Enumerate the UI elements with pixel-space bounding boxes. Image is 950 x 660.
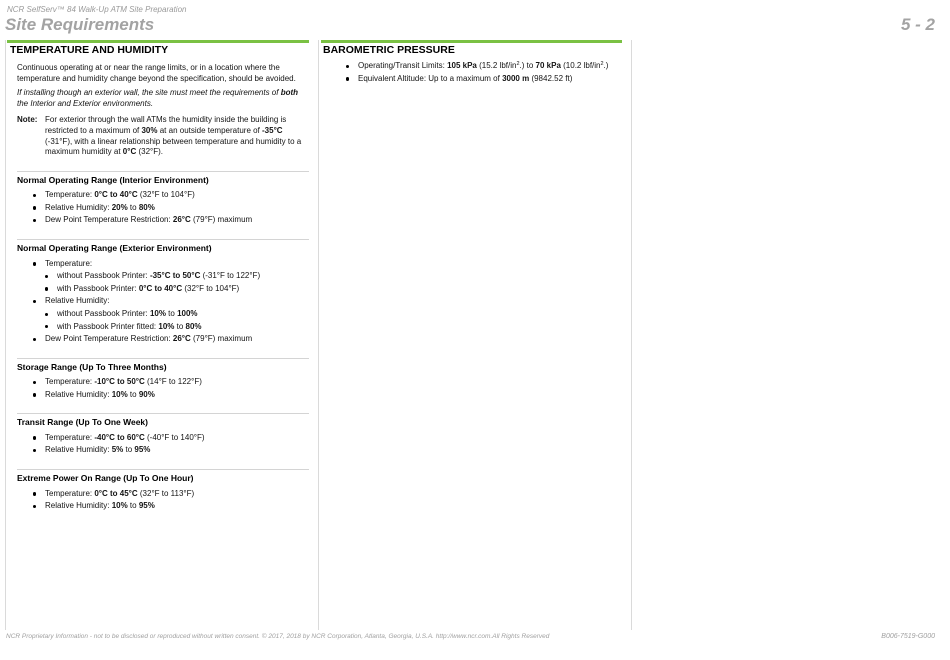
- list-item: [29, 271, 309, 282]
- page-title: Site Requirements: [5, 15, 155, 34]
- text-run: For exterior through the wall ATMs the humidity inside the building is restricted to a maximum of: [45, 115, 287, 135]
- range-title: Normal Operating Range (Interior Environment): [17, 174, 209, 185]
- emphasis-text: both: [280, 88, 299, 98]
- text-run: (9842.52 ft): [529, 73, 573, 83]
- range-title: Normal Operating Range (Exterior Environment): [17, 243, 212, 254]
- range-title: Storage Range (Up To Three Months): [17, 361, 167, 372]
- emphasis-text: 80%: [138, 202, 155, 212]
- sub-list: [29, 271, 309, 294]
- text-run: with Passbook Printer:: [57, 283, 139, 293]
- section-heading: BAROMETRIC PRESSURE: [323, 44, 455, 56]
- bullet-icon: [346, 65, 349, 68]
- list-item: [17, 501, 309, 512]
- text-run: to: [127, 202, 139, 212]
- list-item: [17, 296, 309, 332]
- text-run: Temperature:: [45, 377, 95, 387]
- emphasis-text: 0°C to 40°C: [94, 190, 138, 200]
- range-exterior: [17, 239, 309, 345]
- text-run: (32°F).: [136, 147, 163, 157]
- list-item-text: [45, 489, 194, 498]
- note-label: Note:: [17, 115, 38, 125]
- range-list: [17, 489, 309, 512]
- range-storage: [17, 358, 309, 401]
- list-item: [17, 433, 309, 444]
- emphasis-text: 90%: [138, 389, 155, 399]
- text-run: Relative Humidity:: [45, 501, 112, 511]
- list-item: [17, 190, 309, 201]
- range-list: [17, 259, 309, 345]
- text-run: (14°F to 122°F): [144, 377, 202, 387]
- range-list: [17, 433, 309, 456]
- emphasis-text: 95%: [134, 445, 151, 455]
- emphasis-text: 0°C to 45°C: [94, 488, 138, 498]
- sub-list: [29, 309, 309, 332]
- accent-bar: [321, 40, 622, 43]
- text-run: (-31°F to 122°F): [200, 271, 261, 281]
- page-number: 5 - 2: [900, 15, 935, 34]
- section-body: [323, 61, 622, 84]
- list-item-text: [57, 322, 202, 331]
- list-item-text: [57, 309, 198, 318]
- bullet-icon: [346, 77, 349, 80]
- column-rule-left: [5, 40, 6, 630]
- list-item-text: [358, 74, 572, 83]
- list-item: [17, 215, 309, 226]
- range-list: [17, 190, 309, 226]
- bullet-icon: [33, 449, 36, 452]
- text-run: .): [603, 61, 609, 70]
- text-run: .) to: [519, 61, 536, 70]
- list-item: [17, 377, 309, 388]
- emphasis-text: -10°C to 50°C: [94, 377, 145, 387]
- bullet-icon: [33, 262, 36, 265]
- list-item: [17, 334, 309, 345]
- list-item: [330, 61, 622, 72]
- bullet-icon: [45, 287, 48, 290]
- list-item-text: [45, 433, 205, 442]
- list-item: [17, 445, 309, 456]
- text-run: to: [127, 501, 139, 511]
- text-run: with Passbook Printer fitted:: [57, 321, 159, 331]
- emphasis-text: -35°C to 50°C: [149, 271, 201, 281]
- emphasis-text: 70 kPa: [535, 61, 561, 70]
- text-run: to: [127, 389, 139, 399]
- range-list: [17, 377, 309, 400]
- text-run: Temperature:: [45, 432, 95, 442]
- list-item-text: [57, 284, 239, 293]
- emphasis-text: 0°C: [122, 147, 137, 157]
- list-item: [29, 284, 309, 295]
- text-run: Temperature:: [45, 258, 93, 268]
- pressure-list: [330, 61, 622, 84]
- list-item-text: [45, 203, 155, 212]
- text-run: If installing though an exterior wall, the site must meet the requirements of: [17, 88, 281, 98]
- text-run: (32°F to 104°F): [182, 283, 240, 293]
- text-run: Relative Humidity:: [45, 445, 112, 455]
- accent-bar: [7, 40, 309, 43]
- emphasis-text: 10%: [111, 501, 128, 511]
- footer-document-number: B006-7519-G000: [881, 633, 935, 640]
- bullet-icon: [33, 300, 36, 303]
- bullet-icon: [33, 492, 36, 495]
- emphasis-text: 105 kPa: [447, 61, 477, 70]
- text-run: (32°F to 104°F): [137, 190, 195, 200]
- list-item-text: [45, 215, 252, 224]
- bullet-icon: [33, 206, 36, 209]
- list-item: [17, 259, 309, 295]
- barometric-pressure-column: [323, 44, 622, 84]
- list-item: [17, 203, 309, 214]
- column-rule-middle: [318, 40, 319, 630]
- text-run: to: [165, 308, 178, 318]
- text-run: Dew Point Temperature Restriction:: [45, 334, 173, 344]
- list-item: [17, 489, 309, 500]
- emphasis-text: 26°C: [172, 215, 191, 225]
- text-run: without Passbook Printer:: [57, 271, 150, 281]
- text-run: (15.2 lbf/in: [476, 61, 517, 70]
- emphasis-text: 0°C to 40°C: [138, 283, 183, 293]
- range-title: Extreme Power On Range (Up To One Hour): [17, 473, 194, 484]
- column-rule-right: [631, 40, 632, 630]
- list-item: [29, 309, 309, 320]
- emphasis-text: 10%: [111, 389, 128, 399]
- document-title: NCR SelfServ™ 84 Walk-Up ATM Site Preparation: [7, 5, 187, 14]
- text-run: (10.2 lbf/in: [560, 61, 601, 70]
- range-interior: [17, 171, 309, 226]
- list-item-text: [57, 271, 260, 280]
- text-run: Relative Humidity:: [45, 202, 112, 212]
- text-run: Relative Humidity:: [45, 296, 110, 306]
- emphasis-text: 30%: [141, 125, 158, 135]
- bullet-icon: [45, 325, 48, 328]
- emphasis-text: 5%: [111, 445, 124, 455]
- temperature-humidity-column: [10, 44, 309, 512]
- text-run: (79°F) maximum: [190, 334, 253, 344]
- text-run: (-40°F to 140°F): [144, 432, 205, 442]
- text-run: Continuous operating at or near the range limits, or in a location where the temperature and humidity change beyond the specification, should be avoided.: [17, 63, 296, 83]
- text-run: Temperature:: [45, 190, 95, 200]
- range-transit: [17, 413, 309, 456]
- bullet-icon: [45, 313, 48, 316]
- emphasis-text: 3000 m: [502, 73, 530, 83]
- text-run: Temperature:: [45, 488, 95, 498]
- text-run: without Passbook Printer:: [57, 308, 150, 318]
- note-block: [17, 115, 309, 157]
- list-item-text: [45, 445, 150, 454]
- text-run: (79°F) maximum: [190, 215, 253, 225]
- list-item-text: [45, 296, 109, 305]
- emphasis-text: -40°C to 60°C: [94, 432, 145, 442]
- text-run: Operating/Transit Limits:: [358, 61, 448, 70]
- text-run: the Interior and Exterior environments.: [17, 98, 154, 108]
- text-run: Equivalent Altitude: Up to a maximum of: [358, 73, 503, 83]
- bullet-icon: [45, 275, 48, 278]
- text-run: Dew Point Temperature Restriction:: [45, 215, 173, 225]
- list-item-text: [45, 390, 155, 399]
- footer-legal-notice: NCR Proprietary Information - not to be disclosed or reproduced without written consent. © 2017, 2018 by NCR Corporation, Atlanta, Georgia, U.S.A. http://www.ncr.com.All Rights Reserved: [6, 633, 550, 640]
- bullet-icon: [33, 505, 36, 508]
- section-body: [10, 63, 309, 512]
- range-extreme-power-on: [17, 469, 309, 512]
- text-run: (-31°F), with a linear relationship between temperature and humidity to a maximum humidity at: [45, 136, 302, 157]
- emphasis-text: 26°C: [172, 334, 191, 344]
- bullet-icon: [33, 436, 36, 439]
- list-item-text: [45, 377, 202, 386]
- list-item: [29, 322, 309, 333]
- emphasis-text: 20%: [111, 202, 128, 212]
- text-run: to: [123, 445, 135, 455]
- emphasis-text: 95%: [138, 501, 155, 511]
- emphasis-text: 100%: [177, 308, 198, 318]
- superscript-text: 2: [600, 61, 604, 67]
- text-run: Relative Humidity:: [45, 389, 112, 399]
- emphasis-text: -35°C: [262, 125, 283, 135]
- emphasis-text: 10%: [158, 321, 175, 331]
- emphasis-text: 10%: [149, 308, 166, 318]
- text-run: (32°F to 113°F): [137, 488, 195, 498]
- note-text: [45, 115, 309, 157]
- superscript-text: 2: [516, 61, 520, 67]
- list-item: [330, 74, 622, 85]
- range-title: Transit Range (Up To One Week): [17, 417, 148, 428]
- list-item-text: [45, 259, 92, 268]
- list-item-text: [45, 501, 155, 510]
- text-run: at an outside temperature of: [157, 125, 263, 135]
- list-item: [17, 390, 309, 401]
- bullet-icon: [33, 338, 36, 341]
- emphasis-text: 80%: [185, 321, 202, 331]
- section-heading: TEMPERATURE AND HUMIDITY: [10, 44, 169, 56]
- list-item-text: [358, 61, 608, 70]
- bullet-icon: [33, 393, 36, 396]
- installation-paragraph: [17, 88, 309, 109]
- list-item-text: [45, 334, 252, 343]
- text-run: to: [174, 321, 186, 331]
- list-item-text: [45, 190, 195, 199]
- bullet-icon: [33, 219, 36, 222]
- bullet-icon: [33, 194, 36, 197]
- intro-paragraph: [17, 63, 309, 84]
- bullet-icon: [33, 381, 36, 384]
